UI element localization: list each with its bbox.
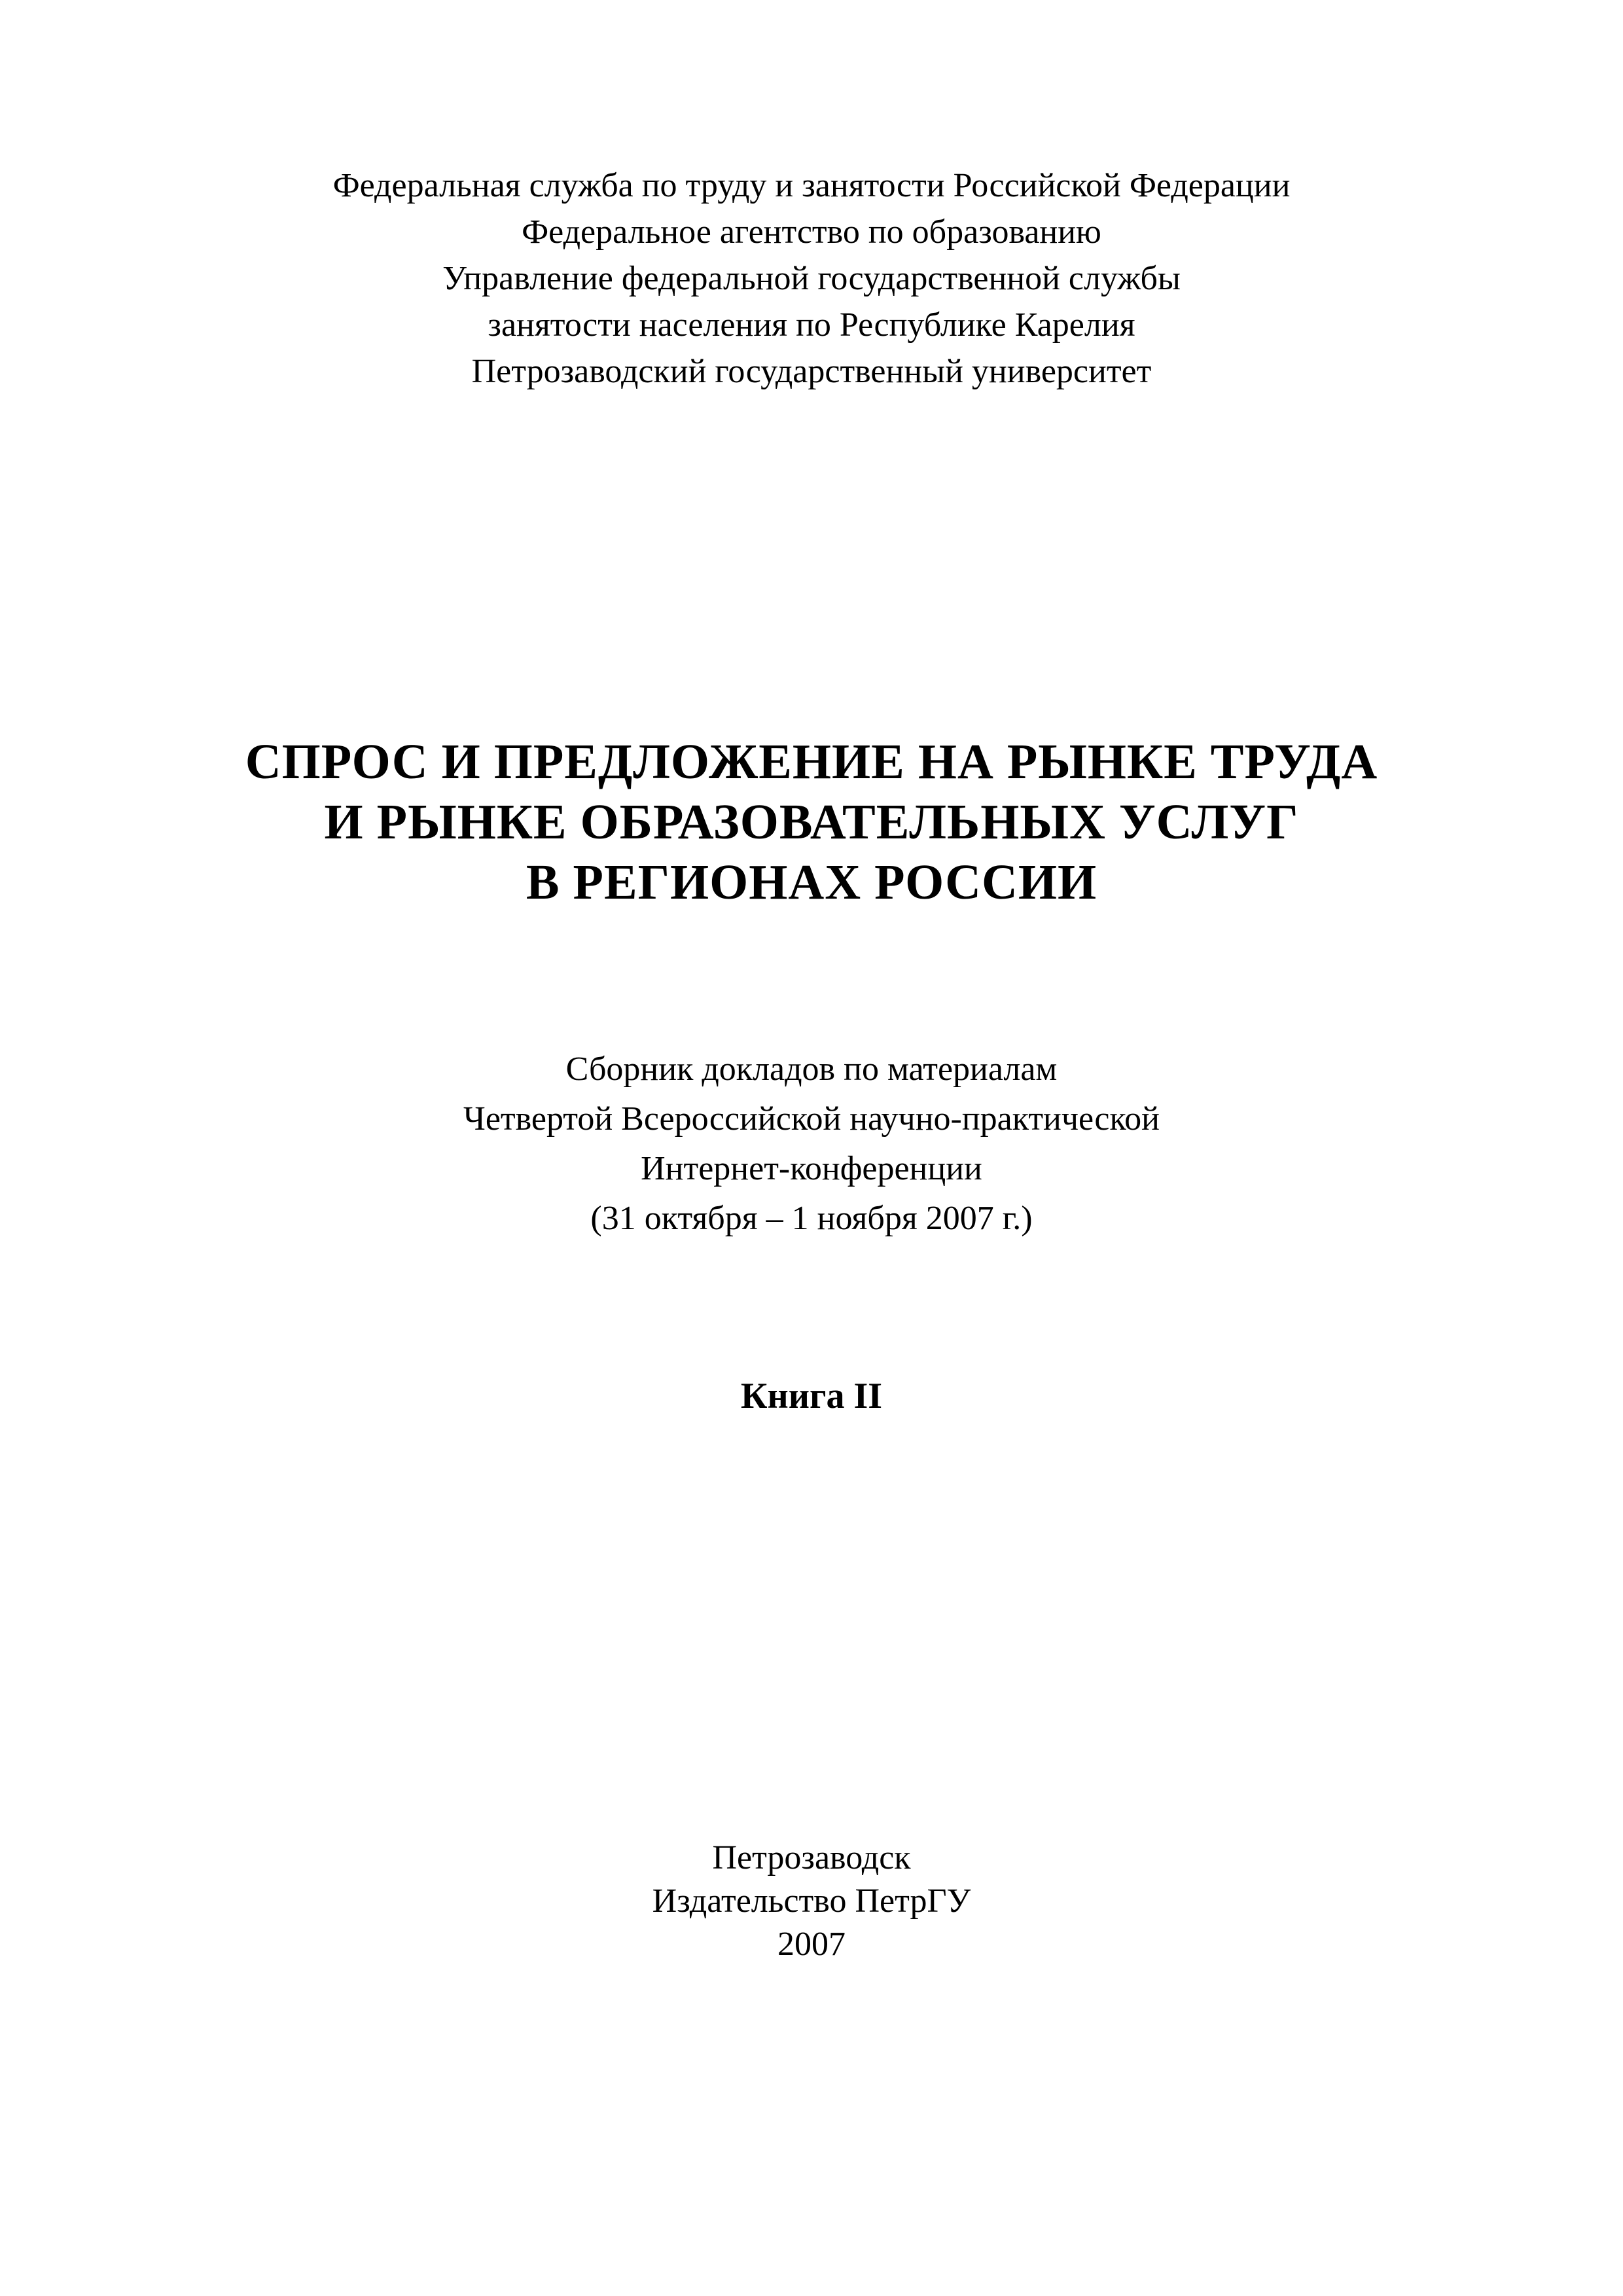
organization-line: Петрозаводский государственный университет: [471, 353, 1152, 390]
subtitle-line: Интернет-конференции: [641, 1150, 982, 1187]
subtitle-line: (31 октября – 1 ноября 2007 г.): [590, 1200, 1033, 1237]
organizations-header: [0, 162, 1623, 395]
main-title-line: В РЕГИОНАХ РОССИИ: [526, 855, 1097, 910]
main-title: [0, 732, 1623, 912]
edition-label-text: Книга II: [740, 1376, 883, 1416]
organization-line: Управление федеральной государственной службы: [442, 260, 1181, 297]
organization-line: Федеральное агентство по образованию: [522, 213, 1101, 251]
imprint: [0, 1837, 1623, 1966]
organization-line: занятости населения по Республике Карелия: [488, 306, 1135, 344]
imprint-city: Петрозаводск: [712, 1839, 911, 1876]
subtitle-line: Сборник докладов по материалам: [565, 1050, 1058, 1088]
organization-line: Федеральная служба по труду и занятости Российской Федерации: [332, 167, 1291, 204]
imprint-publisher: Издательство ПетрГУ: [652, 1882, 971, 1920]
imprint-year: 2007: [777, 1926, 846, 1963]
edition-label: [0, 1373, 1623, 1419]
subtitle-line: Четвертой Всероссийской научно-практической: [463, 1100, 1160, 1138]
main-title-line: СПРОС И ПРЕДЛОЖЕНИЕ НА РЫНКЕ ТРУДА: [245, 734, 1378, 789]
subtitle: [0, 1045, 1623, 1244]
main-title-line: И РЫНКЕ ОБРАЗОВАТЕЛЬНЫХ УСЛУГ: [324, 795, 1299, 850]
